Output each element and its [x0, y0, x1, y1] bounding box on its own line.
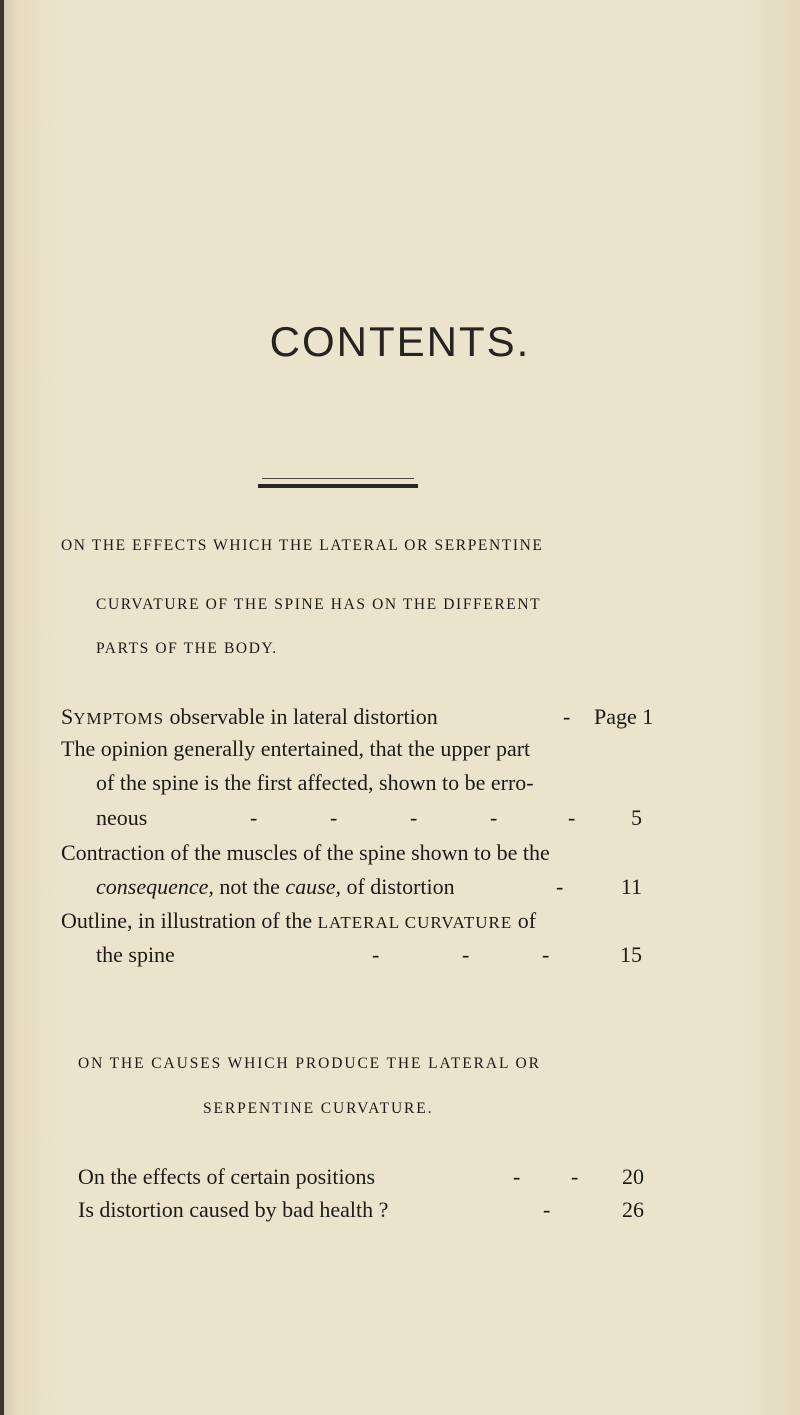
entry-text: observable in lateral distortion: [164, 704, 438, 729]
leader-dash: -: [571, 1164, 579, 1189]
leader-dash: -: [568, 805, 576, 830]
page-number: 26: [622, 1197, 644, 1222]
entry-text: of: [512, 908, 537, 933]
section2-heading-line1: ON THE CAUSES WHICH PRODUCE THE LATERAL OR: [78, 1055, 541, 1072]
page-title: CONTENTS.: [269, 318, 531, 365]
entry-text: of distortion: [340, 874, 455, 899]
toc-entry-opinion-line2: of the spine is the first affected, shown to be erro-: [96, 770, 534, 795]
leader-dash: -: [556, 874, 564, 899]
page-number: 11: [620, 874, 642, 899]
title-rule-thin: [262, 478, 414, 479]
toc-entry-symptoms: [61, 704, 438, 730]
leader-dash: -: [250, 805, 258, 830]
leader-dash: -: [330, 805, 338, 830]
toc-entry-positions: On the effects of certain positions: [78, 1164, 376, 1189]
leader-dash: -: [513, 1164, 521, 1189]
page-number: 20: [622, 1164, 644, 1189]
page-number: 5: [631, 805, 642, 830]
section1-heading-line2: CURVATURE OF THE SPINE HAS ON THE DIFFERENT: [96, 596, 542, 613]
italic-cause: cause,: [285, 874, 341, 899]
leader-dash: -: [410, 805, 418, 830]
section2-heading-line2: SERPENTINE CURVATURE.: [203, 1100, 434, 1117]
leader-dash: -: [490, 805, 498, 830]
leader-dash: -: [543, 1197, 551, 1222]
title-rule: [258, 484, 418, 488]
toc-entry-opinion-line1: The opinion generally entertained, that the upper part: [61, 736, 531, 761]
entry-text: Outline, in illustration of the: [61, 908, 318, 933]
leader-dash: -: [372, 942, 380, 967]
leader-dash: -: [563, 704, 571, 729]
italic-consequence: consequence,: [96, 874, 214, 899]
toc-entry-outline-line2: the spine: [96, 942, 175, 967]
toc-entry-contraction-line1: Contraction of the muscles of the spine shown to be the: [61, 840, 550, 865]
leader-dash: -: [542, 942, 550, 967]
entry-smallcaps: LATERAL CURVATURE: [317, 913, 513, 932]
toc-entry-contraction-line2: [96, 874, 455, 900]
entry-smallcaps: YMPTOMS: [73, 709, 165, 728]
entry-initial: S: [61, 704, 74, 729]
toc-entry-opinion-line3: neous: [96, 805, 148, 830]
entry-text: not the: [213, 874, 286, 899]
toc-entry-bad-health: Is distortion caused by bad health ?: [78, 1197, 389, 1222]
section1-heading-line3: PARTS OF THE BODY.: [96, 640, 278, 657]
binding-edge: [0, 0, 4, 1415]
section1-heading-line1: ON THE EFFECTS WHICH THE LATERAL OR SERPENTINE: [61, 537, 544, 554]
leader-dash: -: [462, 942, 470, 967]
page-label: Page 1: [594, 704, 654, 729]
toc-entry-outline-line1: [61, 908, 536, 934]
page-number: 15: [620, 942, 642, 967]
